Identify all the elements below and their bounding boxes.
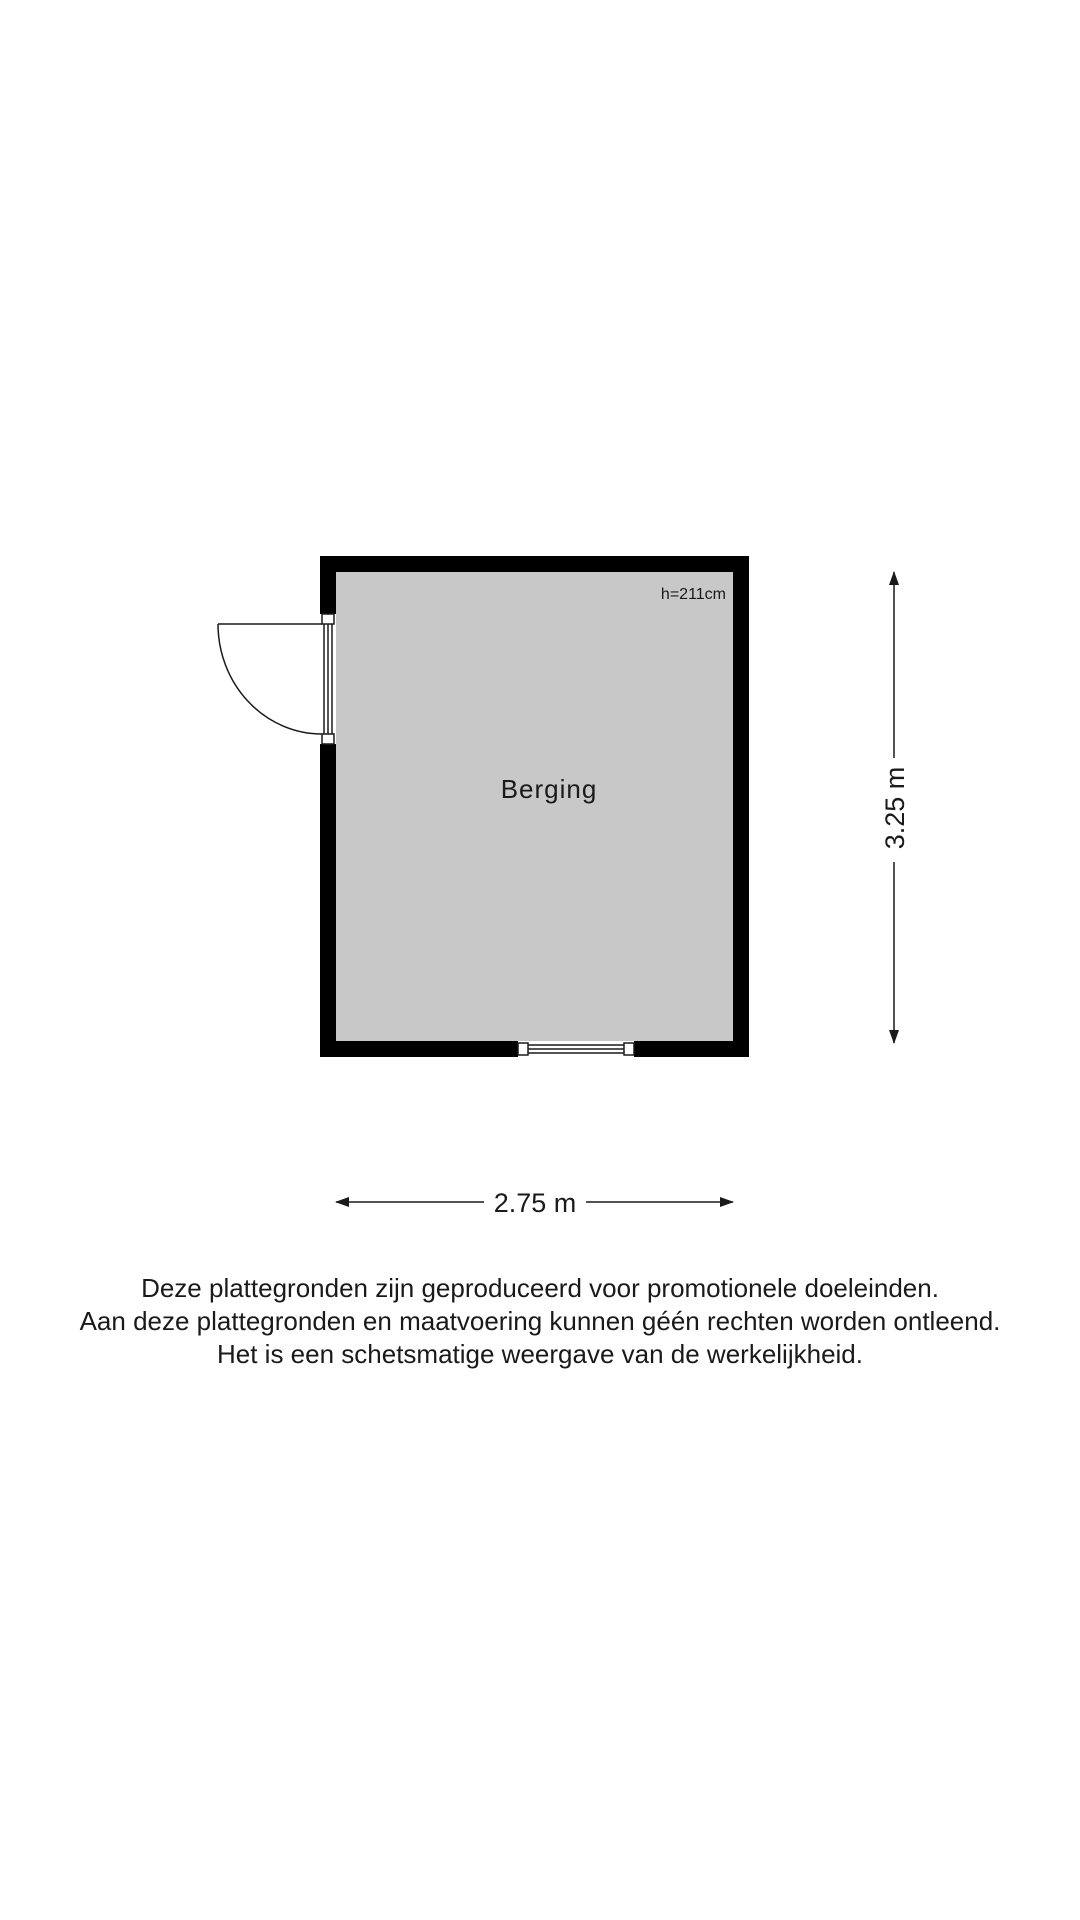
disclaimer-line-1: Deze plattegronden zijn geproduceerd voor promotionele doeleinden. <box>141 1273 939 1303</box>
disclaimer-line-3: Het is een schetsmatige weergave van de werkelijkheid. <box>216 1339 863 1369</box>
door-frame <box>322 614 334 744</box>
room-floor <box>336 572 733 1041</box>
room-height: h=211cm <box>660 586 726 603</box>
disclaimer-line-2: Aan deze plattegronden en maatvoering kunnen géén rechten worden ontleend. <box>79 1306 1001 1336</box>
door-swing-arc <box>218 624 322 734</box>
disclaimer <box>0 1272 1080 1371</box>
width-dimension-label: 2.75 m <box>493 1188 577 1218</box>
room-name: Berging <box>500 774 598 804</box>
depth-dimension-label: 3.25 m <box>880 766 910 850</box>
window <box>518 1041 634 1057</box>
